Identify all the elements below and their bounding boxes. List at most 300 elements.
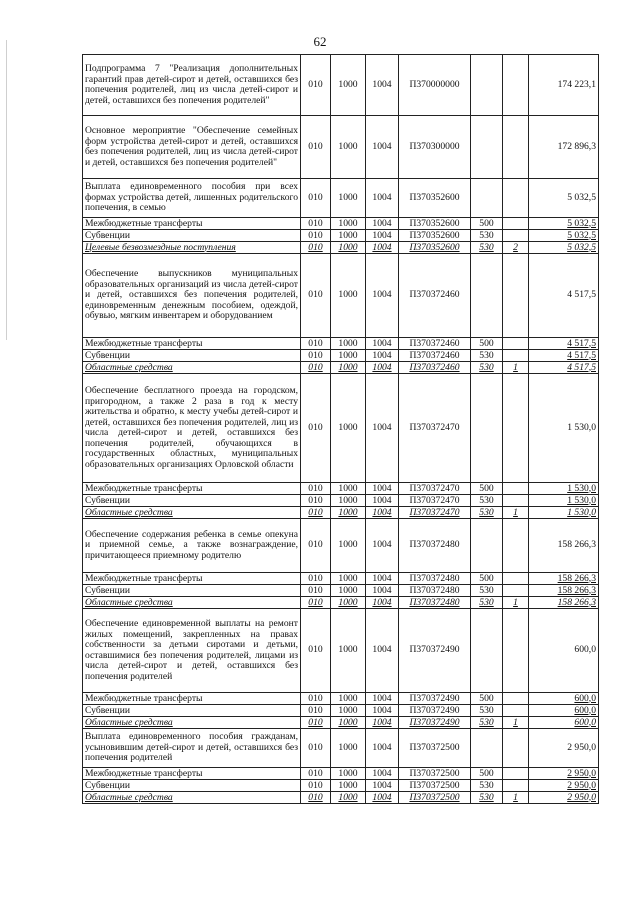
table-cell-target-text: П370000000	[409, 78, 460, 90]
table-cell-type-text: 530	[479, 584, 494, 596]
table-cell-subsection	[366, 218, 399, 230]
table-cell-target	[399, 218, 471, 230]
table-cell-subsection-text: 1004	[372, 539, 392, 551]
table-cell-gp-text: 010	[308, 716, 323, 728]
table-cell-kind	[503, 792, 529, 804]
table-cell-subsection	[366, 609, 399, 693]
table-cell-target	[399, 768, 471, 780]
table-cell-type	[471, 350, 503, 362]
table-cell-amount-text: 1 530,0	[567, 494, 596, 506]
table-cell-target-text: П370372480	[409, 596, 460, 608]
table-row	[83, 519, 599, 573]
table-cell-kind	[503, 230, 529, 242]
table-cell-section-text: 1000	[338, 741, 358, 753]
table-cell-subsection	[366, 55, 399, 116]
table-row	[83, 693, 599, 705]
table-cell-target	[399, 483, 471, 495]
table-cell-kind	[503, 585, 529, 597]
table-cell-section-text: 1000	[338, 584, 358, 596]
table-row	[83, 350, 599, 362]
table-cell-kind	[503, 705, 529, 717]
table-cell-name-text: Межбюджетные трансферты	[85, 217, 203, 229]
table-cell-target	[399, 519, 471, 573]
table-cell-kind-text: 2	[513, 241, 518, 253]
table-cell-subsection-text: 1004	[372, 791, 392, 803]
table-cell-subsection	[366, 254, 399, 338]
table-cell-target	[399, 573, 471, 585]
table-cell-name-text: Подпрограмма 7 "Реализация дополнительных гарантий прав детей-сирот и детей, оставшихся без попечения родителей, лиц из числа детей-сирот и детей, оставшихся без попечения родителей"	[85, 63, 298, 106]
table-cell-section	[331, 374, 366, 483]
table-cell-subsection-text: 1004	[372, 767, 392, 779]
table-cell-type-text: 530	[479, 506, 494, 518]
table-cell-kind	[503, 729, 529, 768]
table-cell-name-text: Межбюджетные трансферты	[85, 767, 203, 779]
table-cell-kind	[503, 507, 529, 519]
table-row	[83, 55, 599, 116]
table-cell-gp-text: 010	[308, 767, 323, 779]
table-cell-type-text: 530	[479, 779, 494, 791]
table-cell-target	[399, 116, 471, 179]
table-cell-section-text: 1000	[338, 337, 358, 349]
table-cell-target	[399, 230, 471, 242]
table-cell-section	[331, 254, 366, 338]
table-cell-kind	[503, 693, 529, 705]
table-cell-target-text: П370372470	[409, 506, 460, 518]
table-cell-gp	[301, 55, 331, 116]
table-cell-target-text: П370372490	[409, 716, 460, 728]
table-cell-target-text: П370372500	[409, 791, 460, 803]
table-cell-gp-text: 010	[308, 596, 323, 608]
table-cell-amount	[529, 55, 599, 116]
table-cell-type-text: 530	[479, 704, 494, 716]
table-cell-subsection	[366, 495, 399, 507]
table-cell-gp	[301, 242, 331, 254]
table-cell-subsection	[366, 483, 399, 495]
table-cell-amount-text: 158 266,3	[557, 584, 596, 596]
table-cell-name	[83, 519, 301, 573]
table-cell-subsection-text: 1004	[372, 241, 392, 253]
table-cell-section	[331, 717, 366, 729]
table-cell-name	[83, 338, 301, 350]
table-cell-name	[83, 230, 301, 242]
table-cell-target	[399, 609, 471, 693]
table-row	[83, 374, 599, 483]
table-cell-type	[471, 597, 503, 609]
table-cell-section	[331, 585, 366, 597]
table-cell-amount	[529, 495, 599, 507]
table-cell-amount-text: 1 530,0	[567, 421, 596, 433]
table-cell-amount	[529, 254, 599, 338]
table-cell-type	[471, 507, 503, 519]
table-cell-amount	[529, 780, 599, 792]
table-cell-amount	[529, 242, 599, 254]
table-cell-name	[83, 717, 301, 729]
table-cell-amount-text: 4 517,5	[567, 361, 596, 373]
table-cell-name-text: Областные средства	[85, 791, 173, 803]
table-cell-name	[83, 254, 301, 338]
table-cell-amount	[529, 338, 599, 350]
table-cell-type-text: 530	[479, 716, 494, 728]
table-cell-section-text: 1000	[338, 767, 358, 779]
table-cell-name-text: Межбюджетные трансферты	[85, 692, 203, 704]
table-cell-section	[331, 705, 366, 717]
table-row	[83, 729, 599, 768]
table-cell-amount	[529, 218, 599, 230]
table-cell-type	[471, 495, 503, 507]
table-cell-name	[83, 609, 301, 693]
table-cell-target	[399, 729, 471, 768]
table-cell-gp-text: 010	[308, 494, 323, 506]
table-cell-target-text: П370352600	[409, 217, 460, 229]
table-cell-amount	[529, 717, 599, 729]
table-cell-name-text: Субвенции	[85, 349, 130, 361]
table-cell-kind	[503, 242, 529, 254]
table-cell-section	[331, 338, 366, 350]
table-cell-target	[399, 792, 471, 804]
table-cell-amount	[529, 374, 599, 483]
table-cell-name	[83, 55, 301, 116]
table-cell-target-text: П370372470	[409, 494, 460, 506]
table-cell-subsection-text: 1004	[372, 704, 392, 716]
table-cell-gp-text: 010	[308, 229, 323, 241]
table-cell-gp	[301, 585, 331, 597]
table-cell-section-text: 1000	[338, 140, 358, 152]
table-cell-section-text: 1000	[338, 779, 358, 791]
table-cell-gp-text: 010	[308, 349, 323, 361]
table-cell-section-text: 1000	[338, 644, 358, 656]
table-cell-gp	[301, 597, 331, 609]
table-cell-gp-text: 010	[308, 539, 323, 551]
table-cell-subsection-text: 1004	[372, 572, 392, 584]
table-cell-amount-text: 2 950,0	[567, 741, 596, 753]
table-cell-subsection	[366, 179, 399, 218]
table-cell-subsection	[366, 597, 399, 609]
table-cell-name-text: Областные средства	[85, 506, 173, 518]
table-cell-section	[331, 768, 366, 780]
table-cell-target-text: П370372480	[409, 539, 460, 551]
table-cell-type	[471, 362, 503, 374]
table-cell-type	[471, 179, 503, 218]
table-cell-gp	[301, 350, 331, 362]
table-cell-kind-text: 1	[513, 506, 518, 518]
table-cell-kind	[503, 179, 529, 218]
table-cell-subsection-text: 1004	[372, 349, 392, 361]
table-cell-type-text: 500	[479, 337, 494, 349]
table-cell-target-text: П370372460	[409, 349, 460, 361]
table-cell-type-text: 500	[479, 767, 494, 779]
table-cell-gp	[301, 717, 331, 729]
table-cell-section-text: 1000	[338, 217, 358, 229]
table-cell-target	[399, 350, 471, 362]
table-cell-subsection	[366, 729, 399, 768]
table-cell-gp	[301, 705, 331, 717]
table-cell-subsection-text: 1004	[372, 337, 392, 349]
table-cell-kind-text: 1	[513, 716, 518, 728]
table-cell-gp	[301, 729, 331, 768]
table-cell-type	[471, 792, 503, 804]
table-cell-gp-text: 010	[308, 506, 323, 518]
table-cell-name-text: Обеспечение единовременной выплаты на ремонт жилых помещений, закрепленных на правах собственности за детьми сиротами и детьми, оставшимися без попечения родителей, лицами из числа детей-сирот и детей, оставшихся без попечения родителей	[85, 618, 298, 682]
table-cell-section	[331, 792, 366, 804]
table-cell-type-text: 530	[479, 791, 494, 803]
table-cell-name	[83, 495, 301, 507]
table-cell-amount-text: 5 032,5	[567, 241, 596, 253]
table-cell-subsection-text: 1004	[372, 779, 392, 791]
table-cell-amount-text: 158 266,3	[557, 572, 596, 584]
table-cell-subsection-text: 1004	[372, 644, 392, 656]
table-cell-subsection-text: 1004	[372, 421, 392, 433]
table-cell-gp	[301, 519, 331, 573]
table-cell-type-text: 530	[479, 596, 494, 608]
table-row	[83, 254, 599, 338]
table-cell-section	[331, 507, 366, 519]
table-cell-amount-text: 5 032,5	[567, 191, 596, 203]
table-cell-type	[471, 55, 503, 116]
table-cell-name	[83, 573, 301, 585]
table-cell-subsection	[366, 338, 399, 350]
table-cell-gp	[301, 338, 331, 350]
page-number: 62	[313, 34, 327, 49]
table-row	[83, 495, 599, 507]
table-cell-name-text: Межбюджетные трансферты	[85, 482, 203, 494]
table-cell-target-text: П370372490	[409, 644, 460, 656]
table-row	[83, 242, 599, 254]
table-cell-section	[331, 179, 366, 218]
table-cell-subsection	[366, 768, 399, 780]
table-cell-section-text: 1000	[338, 692, 358, 704]
table-cell-type	[471, 768, 503, 780]
table-cell-section	[331, 350, 366, 362]
table-cell-subsection-text: 1004	[372, 361, 392, 373]
table-row	[83, 717, 599, 729]
table-cell-name-text: Межбюджетные трансферты	[85, 337, 203, 349]
table-cell-section	[331, 495, 366, 507]
table-cell-target	[399, 597, 471, 609]
table-cell-amount-text: 4 517,5	[567, 337, 596, 349]
table-cell-name-text: Обеспечение содержания ребенка в семье опекуна и приемной семье, а также вознаграждение, причитающееся приемному родителю	[85, 528, 298, 561]
table-cell-name-text: Выплата единовременного пособия при всех формах устройства детей, лишенных родительского попечения, в семью	[85, 181, 298, 214]
table-cell-section	[331, 609, 366, 693]
table-cell-type	[471, 573, 503, 585]
table-cell-subsection-text: 1004	[372, 506, 392, 518]
budget-table	[82, 54, 599, 804]
table-cell-subsection-text: 1004	[372, 140, 392, 152]
table-cell-target-text: П370372470	[409, 482, 460, 494]
table-cell-type-text: 530	[479, 494, 494, 506]
table-cell-gp	[301, 495, 331, 507]
table-cell-type-text: 530	[479, 361, 494, 373]
table-cell-gp	[301, 609, 331, 693]
table-cell-name-text: Субвенции	[85, 779, 130, 791]
table-cell-gp-text: 010	[308, 361, 323, 373]
table-cell-name	[83, 768, 301, 780]
table-cell-subsection-text: 1004	[372, 584, 392, 596]
table-cell-kind-text: 1	[513, 791, 518, 803]
table-cell-subsection-text: 1004	[372, 716, 392, 728]
table-cell-subsection-text: 1004	[372, 289, 392, 301]
table-cell-gp-text: 010	[308, 779, 323, 791]
table-cell-amount-text: 4 517,5	[567, 289, 596, 301]
table-cell-amount-text: 600,0	[574, 644, 596, 656]
table-row	[83, 230, 599, 242]
table-cell-name	[83, 179, 301, 218]
table-cell-section	[331, 597, 366, 609]
table-cell-gp	[301, 230, 331, 242]
table-cell-section-text: 1000	[338, 716, 358, 728]
table-cell-section-text: 1000	[338, 78, 358, 90]
table-row	[83, 597, 599, 609]
table-cell-kind	[503, 609, 529, 693]
table-cell-name-text: Обеспечение бесплатного проезда на городском, пригородном, а также 2 раза в год к месту жительства и обратно, к месту учебы детей-сирот и детей, оставшихся без попечения родителей, лиц из числа детей-сирот и детей, оставшихся без попечения родителей, обучающихся в государственных областных, муниципальных образовательных организациях Орловской области	[85, 385, 298, 470]
table-cell-section	[331, 729, 366, 768]
table-cell-kind	[503, 374, 529, 483]
table-cell-type	[471, 230, 503, 242]
table-row	[83, 609, 599, 693]
table-cell-type	[471, 729, 503, 768]
table-cell-section	[331, 242, 366, 254]
table-cell-target	[399, 717, 471, 729]
table-cell-name-text: Субвенции	[85, 229, 130, 241]
table-cell-target-text: П370372460	[409, 361, 460, 373]
table-cell-type-text: 500	[479, 692, 494, 704]
table-cell-target-text: П370352600	[409, 229, 460, 241]
table-row	[83, 362, 599, 374]
table-cell-name	[83, 585, 301, 597]
table-row	[83, 780, 599, 792]
table-row	[83, 585, 599, 597]
table-row	[83, 483, 599, 495]
table-cell-section-text: 1000	[338, 596, 358, 608]
table-cell-amount-text: 2 950,0	[567, 779, 596, 791]
table-cell-name-text: Субвенции	[85, 494, 130, 506]
table-cell-type-text: 500	[479, 217, 494, 229]
table-cell-subsection	[366, 573, 399, 585]
table-cell-type	[471, 483, 503, 495]
table-cell-type	[471, 116, 503, 179]
table-cell-type	[471, 242, 503, 254]
table-cell-gp-text: 010	[308, 741, 323, 753]
table-cell-gp	[301, 362, 331, 374]
table-cell-kind	[503, 254, 529, 338]
table-cell-target	[399, 705, 471, 717]
table-cell-kind	[503, 338, 529, 350]
table-cell-name	[83, 362, 301, 374]
table-cell-amount-text: 158 266,3	[557, 596, 596, 608]
table-cell-target	[399, 693, 471, 705]
table-cell-target	[399, 362, 471, 374]
table-cell-kind	[503, 218, 529, 230]
table-cell-subsection	[366, 116, 399, 179]
table-cell-gp-text: 010	[308, 704, 323, 716]
table-cell-section-text: 1000	[338, 482, 358, 494]
table-cell-target-text: П370372500	[409, 779, 460, 791]
table-cell-target	[399, 55, 471, 116]
table-cell-subsection	[366, 780, 399, 792]
table-cell-name	[83, 693, 301, 705]
table-cell-section-text: 1000	[338, 289, 358, 301]
table-cell-section-text: 1000	[338, 229, 358, 241]
table-cell-type	[471, 374, 503, 483]
table-cell-name	[83, 374, 301, 483]
table-cell-name-text: Обеспечение выпускников муниципальных образовательных организаций из числа детей-сирот и детей, оставшихся без попечения родителей, единовременным денежным пособием, одеждой, обувью, мягким инвентарем и оборудованием	[85, 268, 298, 322]
table-row	[83, 116, 599, 179]
table-cell-target-text: П370372490	[409, 704, 460, 716]
table-cell-amount	[529, 729, 599, 768]
table-cell-kind	[503, 55, 529, 116]
table-cell-name	[83, 483, 301, 495]
table-cell-section	[331, 573, 366, 585]
table-cell-target-text: П370372480	[409, 584, 460, 596]
table-cell-section	[331, 780, 366, 792]
table-cell-subsection	[366, 242, 399, 254]
table-cell-section-text: 1000	[338, 421, 358, 433]
table-cell-subsection-text: 1004	[372, 741, 392, 753]
table-cell-target-text: П370372460	[409, 289, 460, 301]
table-cell-subsection	[366, 705, 399, 717]
table-cell-gp	[301, 254, 331, 338]
table-cell-amount-text: 600,0	[574, 692, 596, 704]
table-cell-target-text: П370352600	[409, 241, 460, 253]
table-cell-subsection-text: 1004	[372, 217, 392, 229]
table-cell-kind	[503, 483, 529, 495]
table-cell-gp-text: 010	[308, 572, 323, 584]
table-cell-type	[471, 338, 503, 350]
table-cell-kind	[503, 116, 529, 179]
table-cell-name-text: Выплата единовременного пособия гражданам, усыновившим детей-сирот и детей, оставшихся без попечения родителей	[85, 731, 298, 764]
table-cell-kind	[503, 768, 529, 780]
table-cell-gp	[301, 179, 331, 218]
table-cell-gp-text: 010	[308, 692, 323, 704]
table-cell-subsection	[366, 519, 399, 573]
table-cell-target	[399, 242, 471, 254]
table-cell-name	[83, 780, 301, 792]
table-cell-amount-text: 1 530,0	[567, 482, 596, 494]
table-cell-gp	[301, 507, 331, 519]
table-cell-gp-text: 010	[308, 791, 323, 803]
table-cell-gp-text: 010	[308, 241, 323, 253]
table-cell-gp-text: 010	[308, 584, 323, 596]
table-cell-subsection-text: 1004	[372, 229, 392, 241]
table-cell-name	[83, 597, 301, 609]
table-cell-subsection	[366, 792, 399, 804]
table-cell-name	[83, 792, 301, 804]
table-cell-gp-text: 010	[308, 337, 323, 349]
table-cell-type	[471, 519, 503, 573]
table-cell-name	[83, 116, 301, 179]
table-cell-type	[471, 218, 503, 230]
table-cell-name	[83, 705, 301, 717]
table-cell-name-text: Межбюджетные трансферты	[85, 572, 203, 584]
table-cell-section	[331, 230, 366, 242]
table-row	[83, 573, 599, 585]
table-cell-type-text: 530	[479, 241, 494, 253]
table-cell-type	[471, 693, 503, 705]
table-cell-section	[331, 218, 366, 230]
table-cell-section	[331, 116, 366, 179]
table-cell-section	[331, 362, 366, 374]
table-cell-section	[331, 483, 366, 495]
table-cell-gp-text: 010	[308, 217, 323, 229]
table-cell-gp	[301, 573, 331, 585]
table-cell-gp-text: 010	[308, 482, 323, 494]
table-cell-amount-text: 174 223,1	[557, 78, 596, 90]
table-cell-target	[399, 507, 471, 519]
table-cell-gp-text: 010	[308, 140, 323, 152]
table-cell-subsection-text: 1004	[372, 482, 392, 494]
table-cell-type-text: 530	[479, 349, 494, 361]
table-cell-kind-text: 1	[513, 596, 518, 608]
table-cell-name-text: Субвенции	[85, 584, 130, 596]
